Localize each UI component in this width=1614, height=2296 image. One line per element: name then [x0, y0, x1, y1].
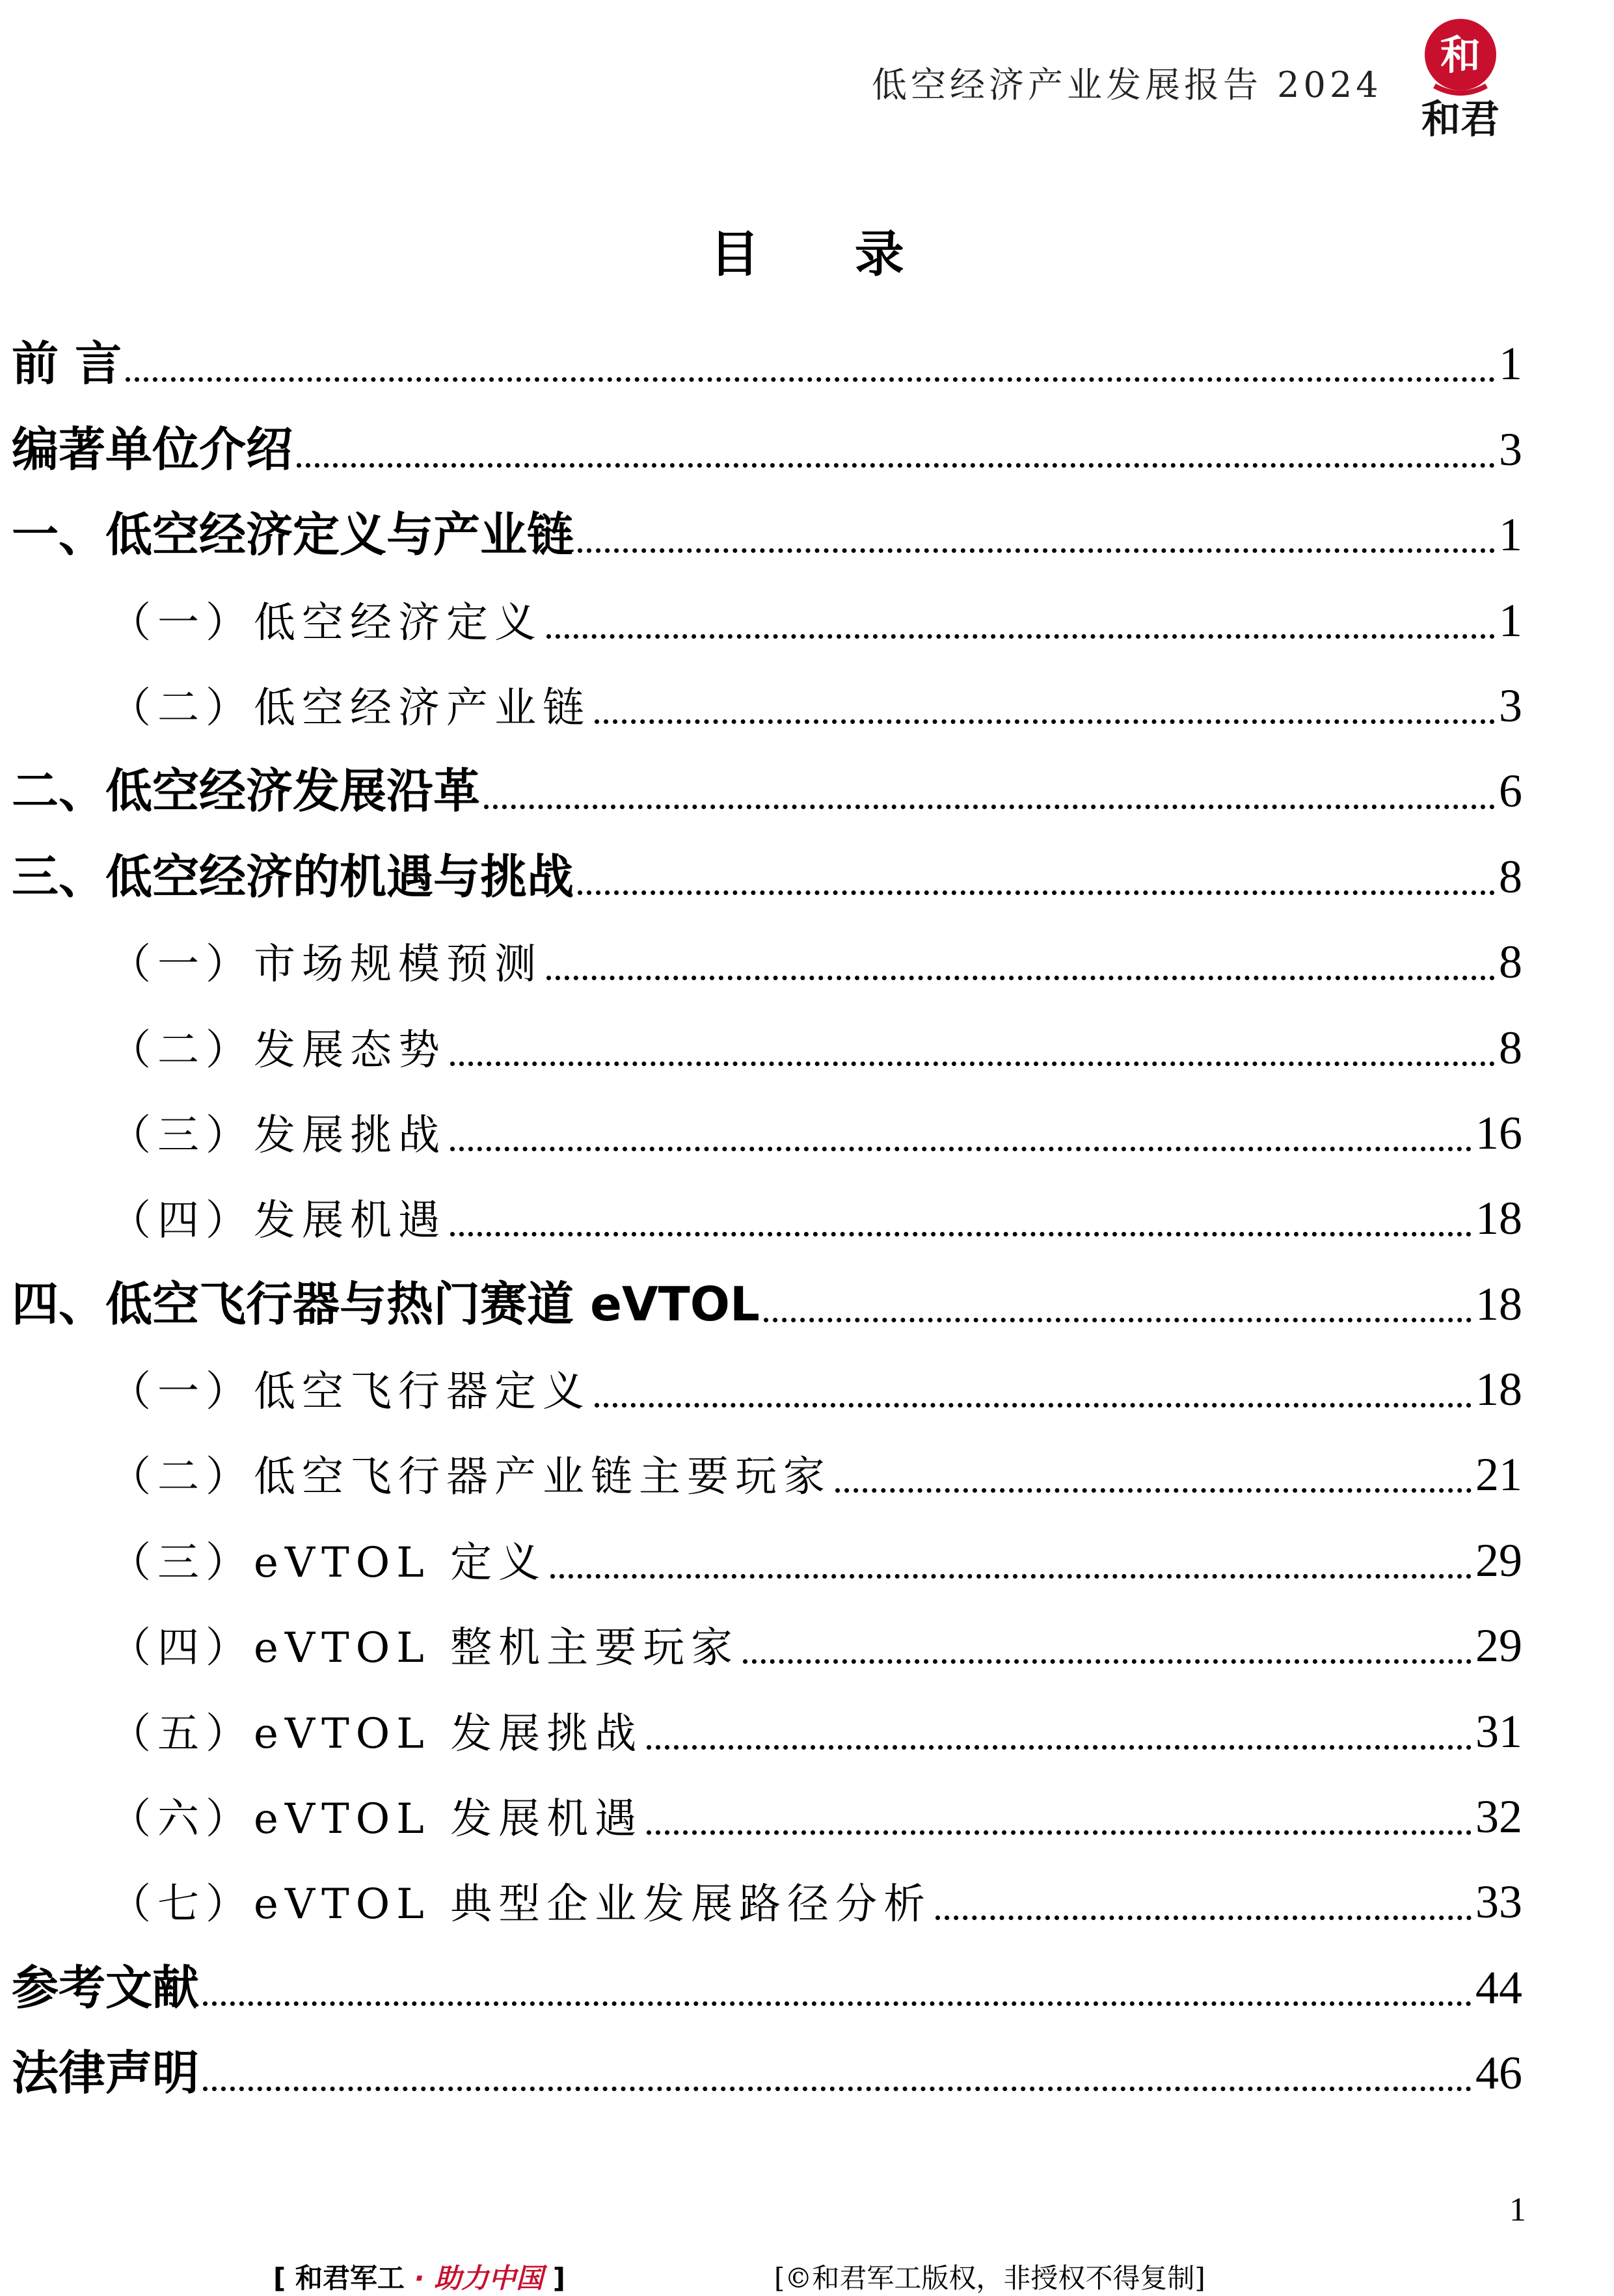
toc-entry-page: 21 [1475, 1448, 1522, 1501]
toc-dot-leader [835, 1488, 1472, 1493]
toc-entry[interactable] [12, 648, 1522, 733]
toc-heading: 目 录 [710, 225, 943, 283]
toc-entry-page: 3 [1499, 423, 1522, 475]
toc-entry-label: 参考文献 [12, 1960, 200, 2015]
toc-entry-label: （七）eVTOL 典型企业发展路径分析 [109, 1880, 932, 1929]
toc-entry-label: 二、低空经济发展沿革 [12, 764, 481, 819]
toc-entry-label: 四、低空飞行器与热门赛道 eVTOL [12, 1276, 760, 1331]
toc-entry[interactable] [12, 1759, 1522, 1844]
toc-entry-page: 1 [1499, 338, 1522, 390]
toc-entry-page: 16 [1475, 1106, 1522, 1159]
toc-entry-page: 8 [1499, 1021, 1522, 1074]
toc-entry-page: 31 [1475, 1705, 1522, 1757]
toc-entry-page: 3 [1499, 679, 1522, 732]
toc-entry[interactable] [12, 1673, 1522, 1758]
toc-entry-label: （三）eVTOL 定义 [109, 1538, 547, 1587]
toc-dot-leader [484, 805, 1495, 809]
toc-entry-label: （二）发展态势 [109, 1026, 446, 1075]
toc-entry-page: 46 [1475, 2047, 1522, 2100]
toc-dot-leader [935, 1916, 1472, 1920]
toc-dot-leader [550, 1574, 1472, 1579]
toc-entry[interactable] [12, 1929, 1522, 2014]
toc-dot-leader [764, 1318, 1472, 1322]
toc-entry[interactable] [12, 1588, 1522, 1673]
toc-entry[interactable] [12, 1331, 1522, 1417]
toc-entry[interactable] [12, 306, 1522, 391]
toc-dot-leader [578, 548, 1495, 553]
toc-dot-leader [203, 2001, 1472, 2006]
table-of-contents [12, 306, 1522, 2100]
footer-brand [273, 2257, 565, 2296]
toc-entry-label: 法律声明 [12, 2046, 200, 2101]
toc-dot-leader [546, 634, 1495, 639]
toc-entry[interactable] [12, 1246, 1522, 1331]
toc-entry-label: 前 言 [12, 336, 122, 392]
toc-dot-leader [578, 890, 1495, 895]
footer-dot: · [414, 2262, 425, 2294]
header-title: 低空经济产业发展报告 2024 [872, 64, 1382, 105]
toc-entry-label: （四）eVTOL 整机主要玩家 [109, 1624, 740, 1673]
toc-entry-label: （六）eVTOL 发展机遇 [109, 1795, 643, 1844]
toc-entry[interactable] [12, 989, 1522, 1075]
toc-entry[interactable] [12, 733, 1522, 818]
toc-dot-leader [595, 1403, 1472, 1408]
toc-entry-page: 1 [1499, 594, 1522, 647]
toc-entry[interactable] [12, 1075, 1522, 1160]
toc-entry[interactable] [12, 818, 1522, 903]
toc-entry-page: 8 [1499, 850, 1522, 903]
toc-entry[interactable] [12, 904, 1522, 989]
toc-dot-leader [297, 463, 1495, 468]
toc-entry-label: （一）市场规模预测 [109, 941, 543, 989]
toc-entry-page: 8 [1499, 936, 1522, 989]
toc-entry-page: 33 [1475, 1876, 1522, 1929]
toc-entry-page: 1 [1499, 509, 1522, 561]
toc-dot-leader [450, 1232, 1472, 1236]
toc-entry[interactable] [12, 562, 1522, 647]
toc-entry-label: （二）低空经济产业链 [109, 684, 591, 732]
toc-entry-page: 6 [1499, 765, 1522, 818]
toc-entry-label: （一）低空飞行器定义 [109, 1368, 591, 1417]
toc-entry-label: （二）低空飞行器产业链主要玩家 [109, 1453, 831, 1502]
hejun-logo-icon [1399, 9, 1522, 139]
toc-entry-label: 编著单位介绍 [12, 421, 293, 477]
toc-entry-label: （五）eVTOL 发展挑战 [109, 1709, 643, 1758]
toc-entry[interactable] [12, 1160, 1522, 1246]
toc-entry-label: 三、低空经济的机遇与挑战 [12, 849, 574, 904]
toc-entry-label: （三）发展挑战 [109, 1111, 446, 1160]
toc-entry-page: 29 [1475, 1620, 1522, 1672]
toc-entry-page: 18 [1475, 1192, 1522, 1245]
toc-dot-leader [126, 377, 1495, 382]
toc-entry-page: 44 [1475, 1961, 1522, 2014]
toc-entry-page: 29 [1475, 1534, 1522, 1586]
toc-dot-leader [743, 1659, 1472, 1664]
footer-bracket-open: [ [273, 2262, 286, 2294]
toc-dot-leader [647, 1745, 1472, 1750]
logo-seal-text: 和 [1440, 31, 1481, 79]
footer-slogan: 助力中国 [434, 2262, 544, 2294]
toc-entry-label: （四）发展机遇 [109, 1197, 446, 1246]
toc-dot-leader [450, 1061, 1495, 1066]
toc-entry-page: 18 [1475, 1277, 1522, 1330]
toc-entry[interactable] [12, 2015, 1522, 2100]
toc-dot-leader [203, 2087, 1472, 2091]
toc-entry-label: 一、低空经济定义与产业链 [12, 507, 574, 563]
page-number: 1 [1509, 2191, 1526, 2228]
toc-entry-page: 32 [1475, 1791, 1522, 1843]
toc-entry[interactable] [12, 1417, 1522, 1502]
toc-entry[interactable] [12, 391, 1522, 476]
toc-dot-leader [595, 719, 1495, 724]
footer-brand-name: 和君军工 [295, 2262, 405, 2294]
toc-entry[interactable] [12, 1844, 1522, 1929]
toc-entry[interactable] [12, 1502, 1522, 1587]
toc-entry[interactable] [12, 477, 1522, 562]
toc-entry-label: （一）低空经济定义 [109, 598, 543, 647]
hejun-logo [1399, 9, 1522, 139]
footer-copyright: [©和君军工版权，非授权不得复制] [774, 2262, 1205, 2294]
toc-entry-page: 18 [1475, 1363, 1522, 1416]
toc-dot-leader [450, 1147, 1472, 1151]
toc-dot-leader [546, 976, 1495, 980]
logo-text: 和君 [1421, 97, 1500, 139]
footer-bracket-close: ] [552, 2262, 565, 2294]
toc-dot-leader [647, 1830, 1472, 1835]
